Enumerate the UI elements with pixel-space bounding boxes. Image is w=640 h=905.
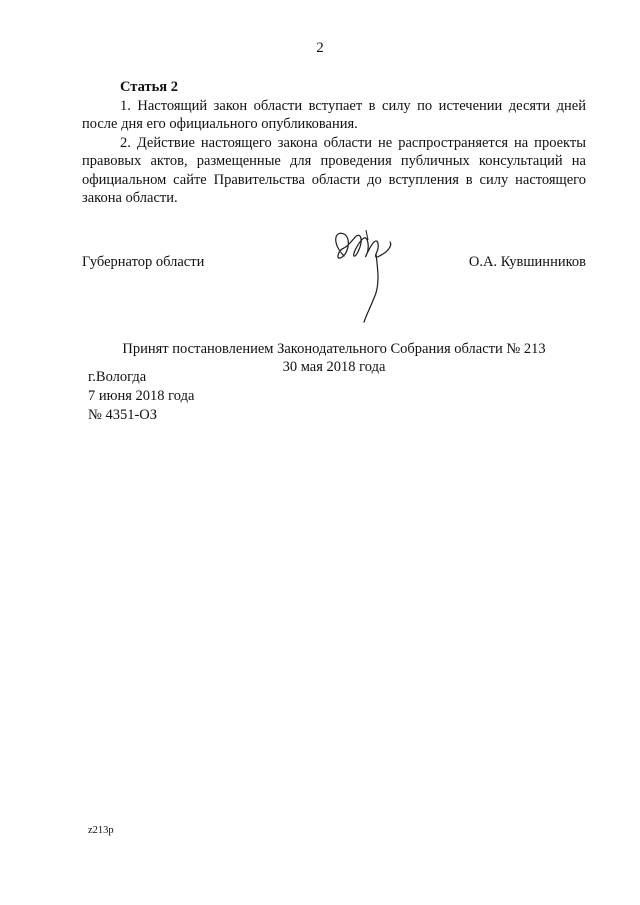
article-heading: Статья 2 — [120, 79, 178, 95]
adoption-line-2: 30 мая 2018 года — [282, 359, 386, 375]
governor-name: О.А. Кувшинников — [468, 254, 586, 270]
handwritten-signature — [330, 226, 400, 326]
law-number: № 4351-ОЗ — [88, 407, 158, 423]
adoption-line-1: Принят постановлением Законодательного Собрания области № 213 — [122, 341, 546, 357]
page-number: 2 — [316, 40, 324, 56]
governor-title: Губернатор области — [82, 254, 205, 270]
article-paragraph-2: 2. Действие настоящего закона области не распространяется на проекты правовых актов, размещенные для проведения публичных консультаций на официальном сайте Правительства области до вступления в силу настоящего закона области. — [82, 134, 586, 206]
city: г.Вологда — [88, 369, 147, 385]
article-section — [82, 78, 586, 208]
footer-code: z213p — [88, 825, 114, 836]
signing-date: 7 июня 2018 года — [88, 388, 195, 404]
place-date-number — [88, 368, 194, 425]
article-paragraph-1: 1. Настоящий закон области вступает в силу по истечении десяти дней после дня его официального опубликования. — [82, 97, 586, 132]
